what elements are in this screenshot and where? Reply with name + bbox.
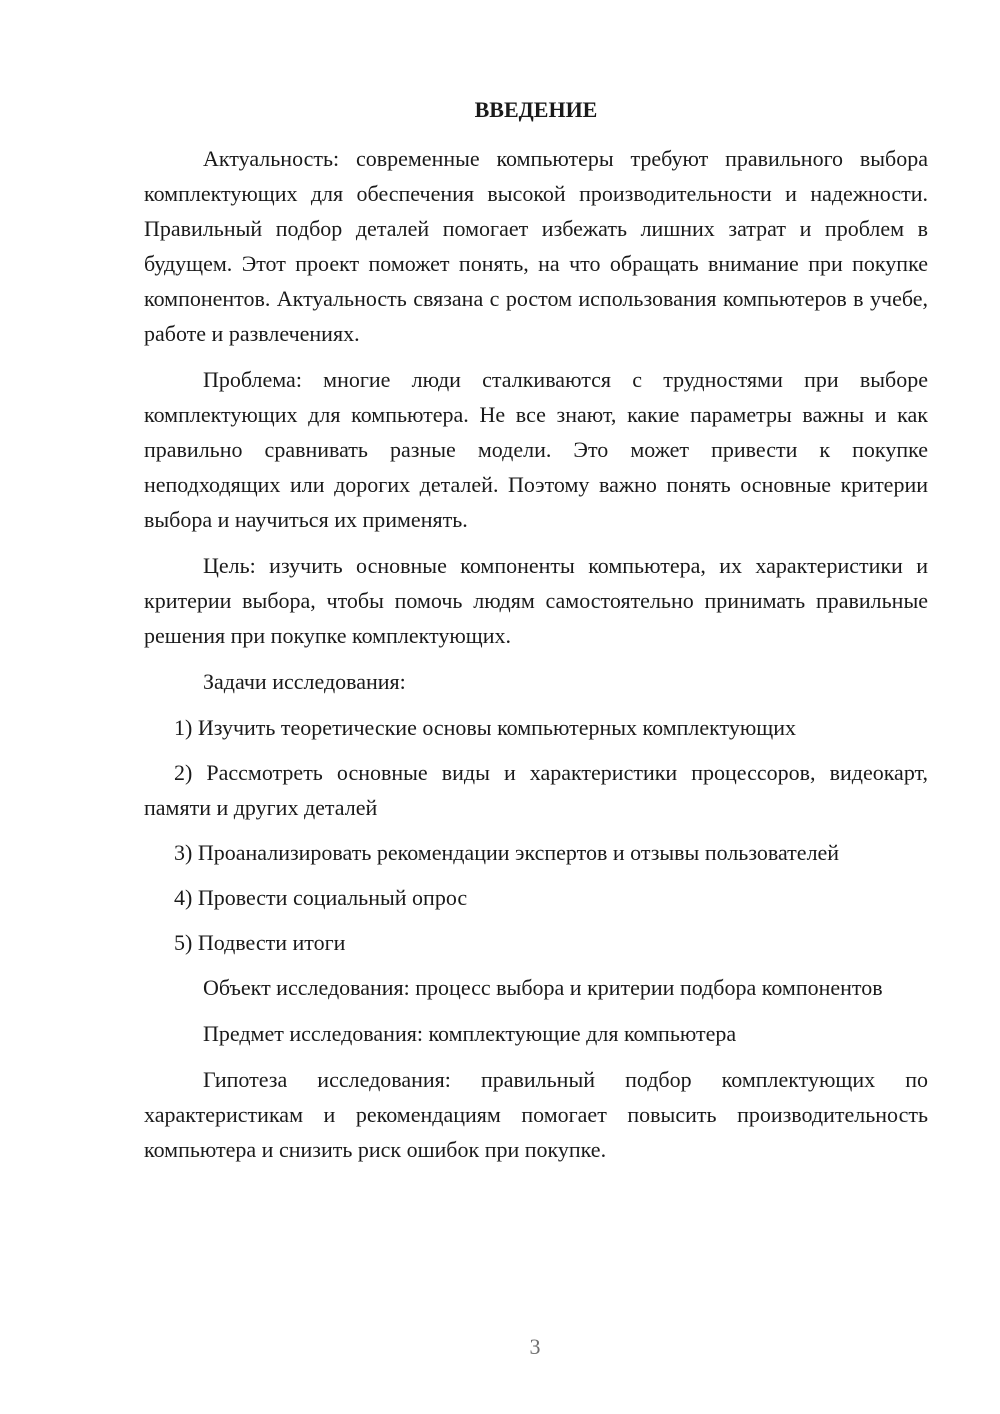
hypothesis-paragraph: Гипотеза исследования: правильный подбор комплектующих по характеристикам и рекомендациям помогает повысить производительность компьютера и снизить риск ошибок при покупке. (144, 1067, 928, 1162)
subject-paragraph: Предмет исследования: комплектующие для компьютера (203, 1021, 737, 1046)
task-item: 2) Рассмотреть основные виды и характеристики процессоров, видеокарт, памяти и других деталей (144, 760, 928, 820)
task-item: 4) Провести социальный опрос (174, 885, 468, 910)
task-item: 3) Проанализировать рекомендации экспертов и отзывы пользователей (174, 840, 840, 865)
tasks-heading: Задачи исследования: (203, 669, 406, 694)
object-paragraph: Объект исследования: процесс выбора и критерии подбора компонентов (203, 975, 883, 1000)
problem-paragraph: Проблема: многие люди сталкиваются с трудностями при выборе комплектующих для компьютера. Не все знают, какие параметры важны и как правильно сравнивать разные модели. Это может привести к покупке неподходящих или дорогих деталей. Поэтому важно понять основные критерии выбора и научиться их применять. (144, 367, 928, 532)
task-item: 1) Изучить теоретические основы компьютерных комплектующих (174, 715, 797, 740)
document-page (144, 92, 928, 1178)
relevance-paragraph: Актуальность: современные компьютеры требуют правильного выбора комплектующих для обеспечения высокой производительности и надежности. Правильный подбор деталей помогает избежать лишних затрат и проблем в будущем. Этот проект поможет понять, на что обращать внимание при покупке компонентов. Актуальность связана с ростом использования компьютеров в учебе, работе и развлечениях. (144, 146, 928, 346)
section-title: ВВЕДЕНИЕ (474, 97, 598, 122)
goal-paragraph: Цель: изучить основные компоненты компьютера, их характеристики и критерии выбора, чтобы помочь людям самостоятельно принимать правильные решения при покупке комплектующих. (144, 553, 928, 648)
task-item: 5) Подвести итоги (174, 930, 346, 955)
page-number: 3 (529, 1334, 541, 1359)
